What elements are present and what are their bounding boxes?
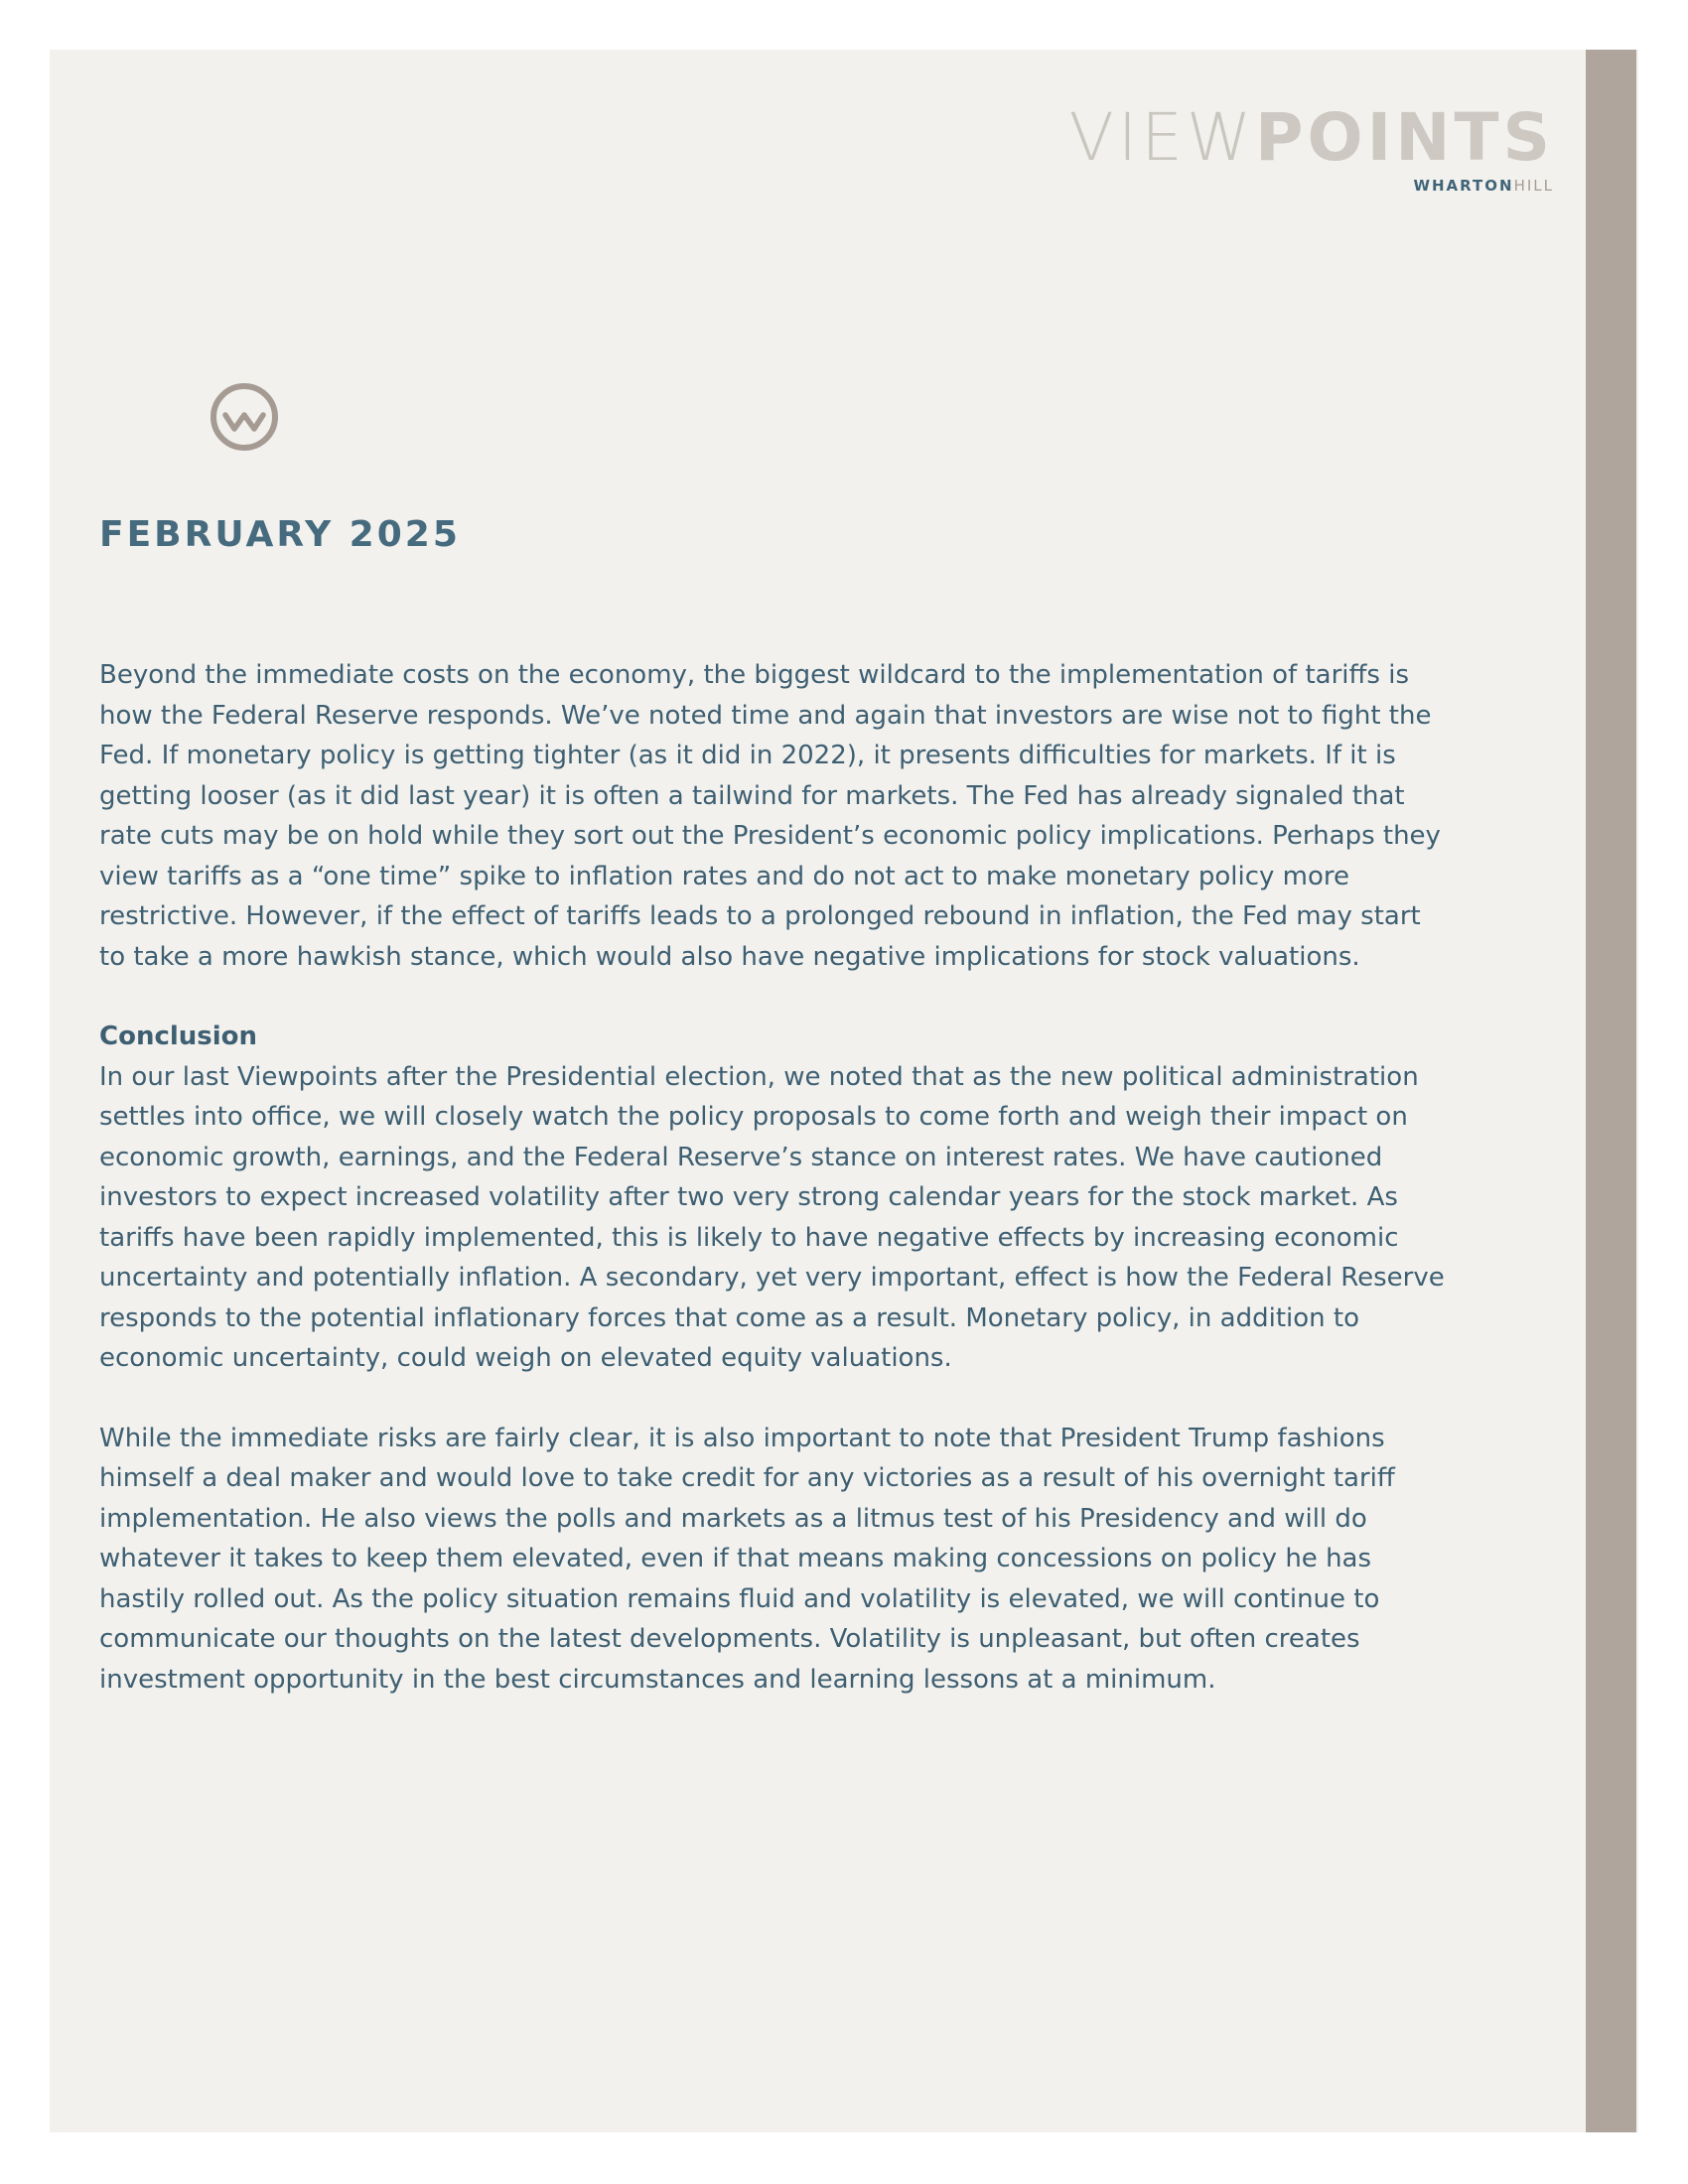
paragraph-conclusion: In our last Viewpoints after the Presidential election, we noted that as the new political administration settles into office, we will closely watch the policy proposals to come forth and weigh their impact on economic growth, earnings, and the Federal Reserve’s stance on interest rates. We have cautioned investors to expect increased volatility after two very strong calendar years for the stock market. As tariffs have been rapidly implemented, this is likely to have negative effects by increasing economic uncertainty and potentially inflation. A secondary, yet very important, effect is how the Federal Reserve responds to the potential inflationary forces that come as a result. Monetary policy, in addition to economic uncertainty, could weigh on elevated equity valuations.: [99, 1061, 1445, 1373]
paragraph-outlook: While the immediate risks are fairly clear, it is also important to note that President Trump fashions himself a deal maker and would love to take credit for any victories as a result of his overnight tariff implementation. He also views the polls and markets as a litmus test of his Presidency and will do whatever it takes to keep them elevated, even if that means making concessions on policy he has hastily rolled out. As the policy situation remains fluid and volatility is elevated, we will continue to communicate our thoughts on the latest developments. Volatility is unpleasant, but often creates investment opportunity in the best circumstances and learning lessons at a minimum.: [99, 1423, 1395, 1695]
paragraph-fed-response: Beyond the immediate costs on the economy, the biggest wildcard to the implementation of tariffs is how the Federal Reserve responds. We’ve noted time and again that investors are wise not to fight the Fed. If monetary policy is getting tighter (as it did in 2022), it presents difficulties for markets. If it is getting looser (as it did last year) it is often a tailwind for markets. The Fed has already signaled that rate cuts may be on hold while they sort out the President’s economic policy implications. Perhaps they view tariffs as a “one time” spike to inflation rates and do not act to make monetary policy more restrictive. However, if the effect of tariffs leads to a prolonged rebound in inflation, the Fed may start to take a more hawkish stance, which would also have negative implications for stock valuations.: [99, 660, 1441, 972]
masthead-title-bold: POINTS: [1255, 99, 1554, 176]
wharton-hill-logo-icon: [209, 381, 280, 453]
issue-date-heading: FEBRUARY 2025: [99, 514, 461, 555]
masthead-title: [1068, 99, 1554, 176]
masthead-subtitle-strong: WHARTON: [1413, 177, 1514, 195]
conclusion-heading: Conclusion: [99, 1022, 258, 1051]
masthead: [1068, 99, 1554, 195]
masthead-subtitle: [1069, 177, 1554, 195]
decorative-side-bar: [1586, 50, 1636, 2132]
masthead-title-light: VIEW: [1068, 99, 1256, 176]
masthead-subtitle-light: HILL: [1513, 177, 1554, 195]
article-body: [99, 655, 1450, 1700]
